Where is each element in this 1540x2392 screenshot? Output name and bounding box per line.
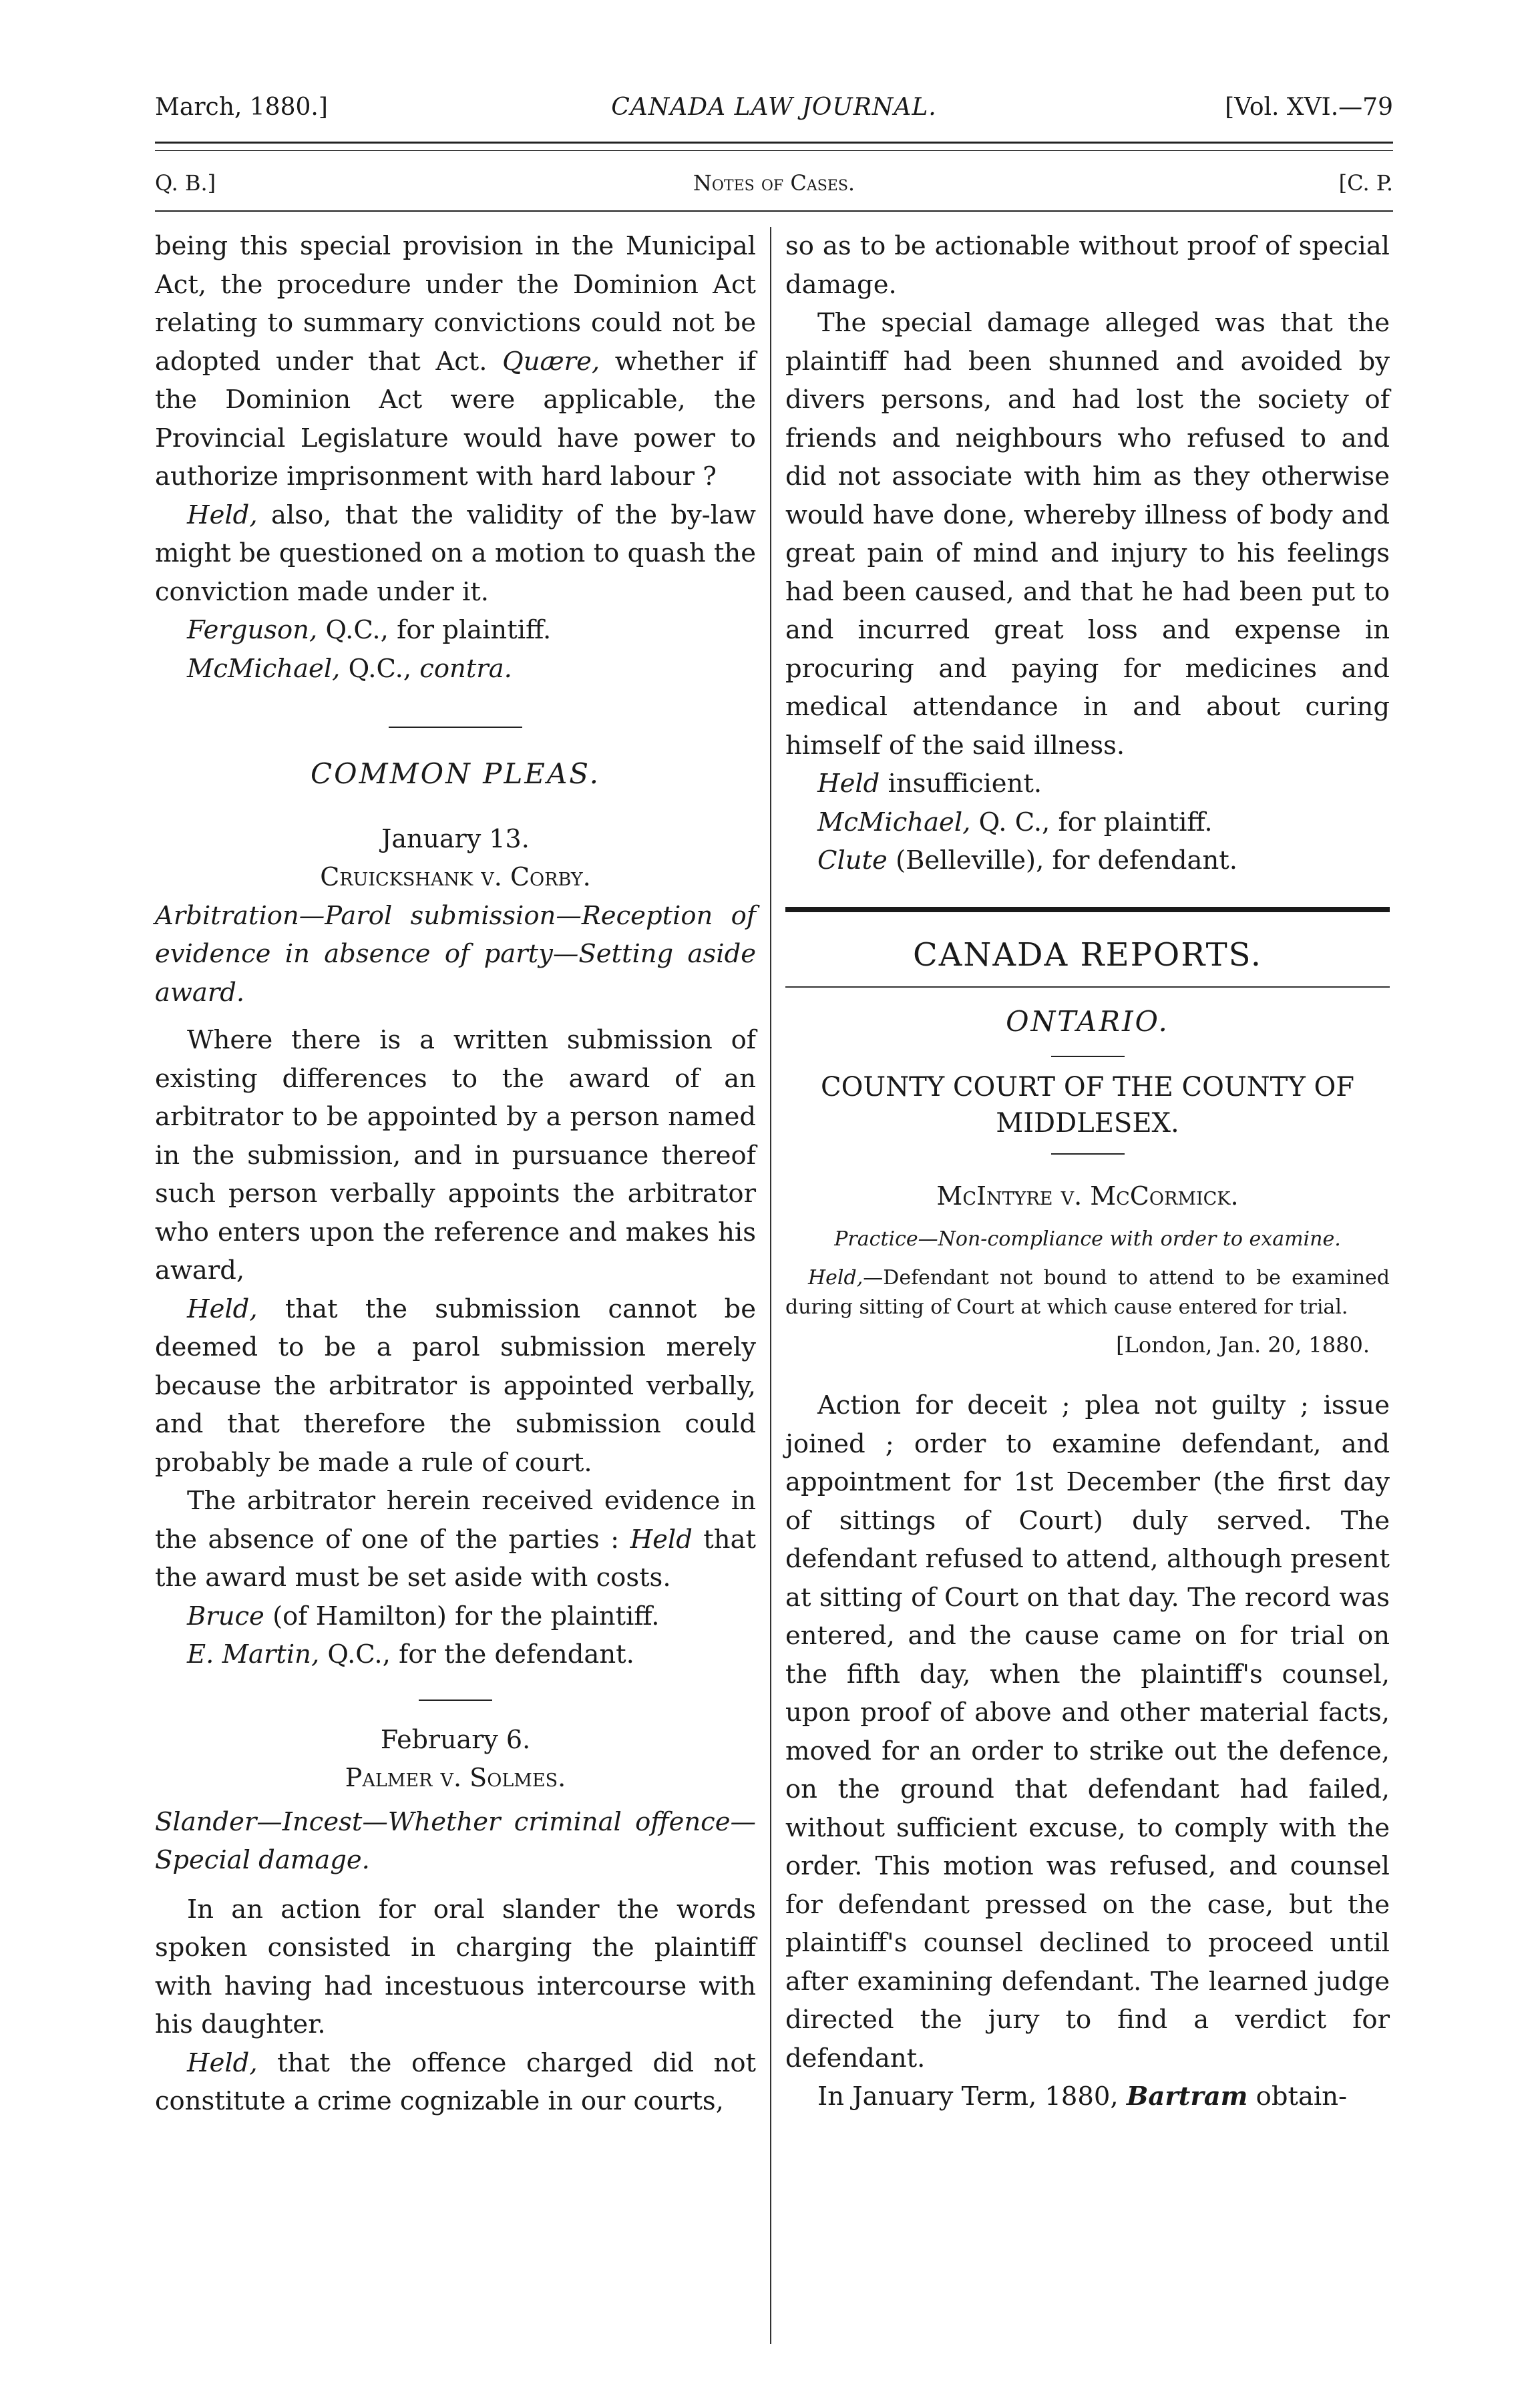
reports-title: CANADA REPORTS.: [912, 936, 1263, 974]
counsel-line: Ferguson, Q.C., for plaintiff.: [187, 615, 552, 645]
province-heading: ONTARIO.: [1006, 1005, 1169, 1038]
left-column: [155, 227, 756, 2121]
counsel-line: McMichael, Q. C., for plaintiff.: [817, 807, 1213, 837]
right-column: [785, 227, 1390, 2116]
court-heading: COMMON PLEAS.: [311, 757, 600, 790]
case-paragraph: In January Term, 1880, Bartram obtain-: [817, 2081, 1348, 2112]
headnote-block: [785, 1225, 1390, 1360]
case-catchwords: Slander—Incest—Whether criminal offence—Special damage.: [155, 1806, 756, 1875]
section-left: Q. B.]: [155, 170, 216, 196]
header-date: March, 1880.]: [155, 93, 328, 121]
case-title: McIntyre v. McCormick.: [936, 1181, 1239, 1211]
counsel-line: Clute (Belleville), for defendant.: [817, 845, 1237, 875]
section-header: [155, 170, 1393, 204]
header-journal-title: CANADA LAW JOURNAL.: [611, 93, 937, 121]
reports-rule: [785, 986, 1390, 988]
headnote: Held,—Defendant not bound to attend to be examined during sitting of Court at which cause entered for trial.: [785, 1266, 1390, 1319]
section-center: Notes of Cases.: [693, 170, 855, 196]
case-title: Palmer v. Solmes.: [345, 1763, 566, 1792]
case-paragraph: Where there is a written submission of existing differences to the award of an arbitrator to be appointed by a person named in the submission, and in pursuance thereof such person verbally appoints the arbitrator who enters upon the reference and makes his award,: [155, 1025, 756, 1285]
header-double-rule: [155, 142, 1393, 151]
counsel-line: McMichael, Q.C., contra.: [187, 653, 512, 684]
counsel-line: Bruce (of Hamilton) for the plaintiff.: [187, 1601, 660, 1631]
case-paragraph: Action for deceit ; plea not guilty ; issue joined ; order to examine defendant, and appointment for 1st December (the first day of sittings of Court) duly served. The defendant refused to attend, although present at sitting of Court on that day. The record was entered, and the cause came on for trial on the fifth day, when the plaintiff's counsel, upon proof of above and other material facts, moved for an order to strike out the defence, on the ground that defendant had failed, without sufficient excuse, to comply with the order. This motion was refused, and counsel for defendant pressed on the case, but the plaintiff's counsel declined to proceed until after examining defendant. The learned judge directed the jury to find a verdict for defendant.: [785, 1390, 1390, 2073]
case-title: Cruickshank v. Corby.: [320, 862, 591, 891]
section-right: [C. P.: [1338, 170, 1393, 196]
case-catchwords: Arbitration—Parol submission—Reception of evidence in absence of party—Setting aside award.: [155, 900, 756, 1008]
held-paragraph: Held, also, that the validity of the by-law might be questioned on a motion to quash the conviction made under it.: [155, 500, 756, 607]
header-volume: [Vol. XVI.—79: [1225, 93, 1393, 121]
held-paragraph: Held, that the submission cannot be deemed to be a parol submission merely because the arbitrator is appointed verbally, and that therefore the submission could probably be made a rule of court.: [155, 1293, 756, 1478]
place-date: [London, Jan. 20, 1880.: [1116, 1332, 1370, 1358]
divider-rule: [1051, 1056, 1125, 1057]
continuation-paragraph: so as to be actionable without proof of special damage.: [785, 231, 1390, 300]
case-paragraph: The special damage alleged was that the plaintiff had been shunned and avoided by divers persons, and had lost the society of friends and neighbours who refused to and did not associate with him as they otherwise would have done, whereby illness of body and great pain of mind and injury to his feelings had been caused, and that he had been put to and incurred great loss and expense in procuring and paying for medicines and medical attendance in and about curing himself of the said illness.: [785, 308, 1390, 761]
column-divider: [770, 227, 771, 2344]
case-paragraph: In an action for oral slander the words spoken consisted in charging the plaintiff with having had incestuous intercourse with his daughter.: [155, 1894, 756, 2039]
case-date: January 13.: [381, 823, 530, 853]
case-date: February 6.: [380, 1724, 531, 1754]
reports-thick-rule: [785, 907, 1390, 912]
court-heading: COUNTY COURT OF THE COUNTY OF MIDDLESEX.: [820, 1071, 1355, 1139]
divider-rule: [419, 1700, 492, 1701]
case-catchwords: Practice—Non-compliance with order to examine.: [834, 1227, 1341, 1251]
held-paragraph: Held insufficient.: [817, 769, 1042, 799]
divider-rule: [1051, 1153, 1125, 1155]
continuation-paragraph: being this special provision in the Municipal Act, the procedure under the Dominion Act relating to summary convictions could not be adopted under that Act. Quære, whether if the Dominion Act were applicable, the Provincial Legislature would have power to authorize imprisonment with hard labour ?: [155, 231, 756, 491]
counsel-line: E. Martin, Q.C., for the defendant.: [187, 1639, 634, 1669]
divider-rule: [389, 727, 522, 728]
held-paragraph: Held, that the offence charged did not constitute a crime cognizable in our courts,: [155, 2047, 756, 2116]
running-header: [155, 93, 1393, 134]
section-rule: [155, 210, 1393, 212]
case-paragraph: The arbitrator herein received evidence in the absence of one of the parties : Held that the award must be set aside with costs.: [155, 1486, 756, 1593]
